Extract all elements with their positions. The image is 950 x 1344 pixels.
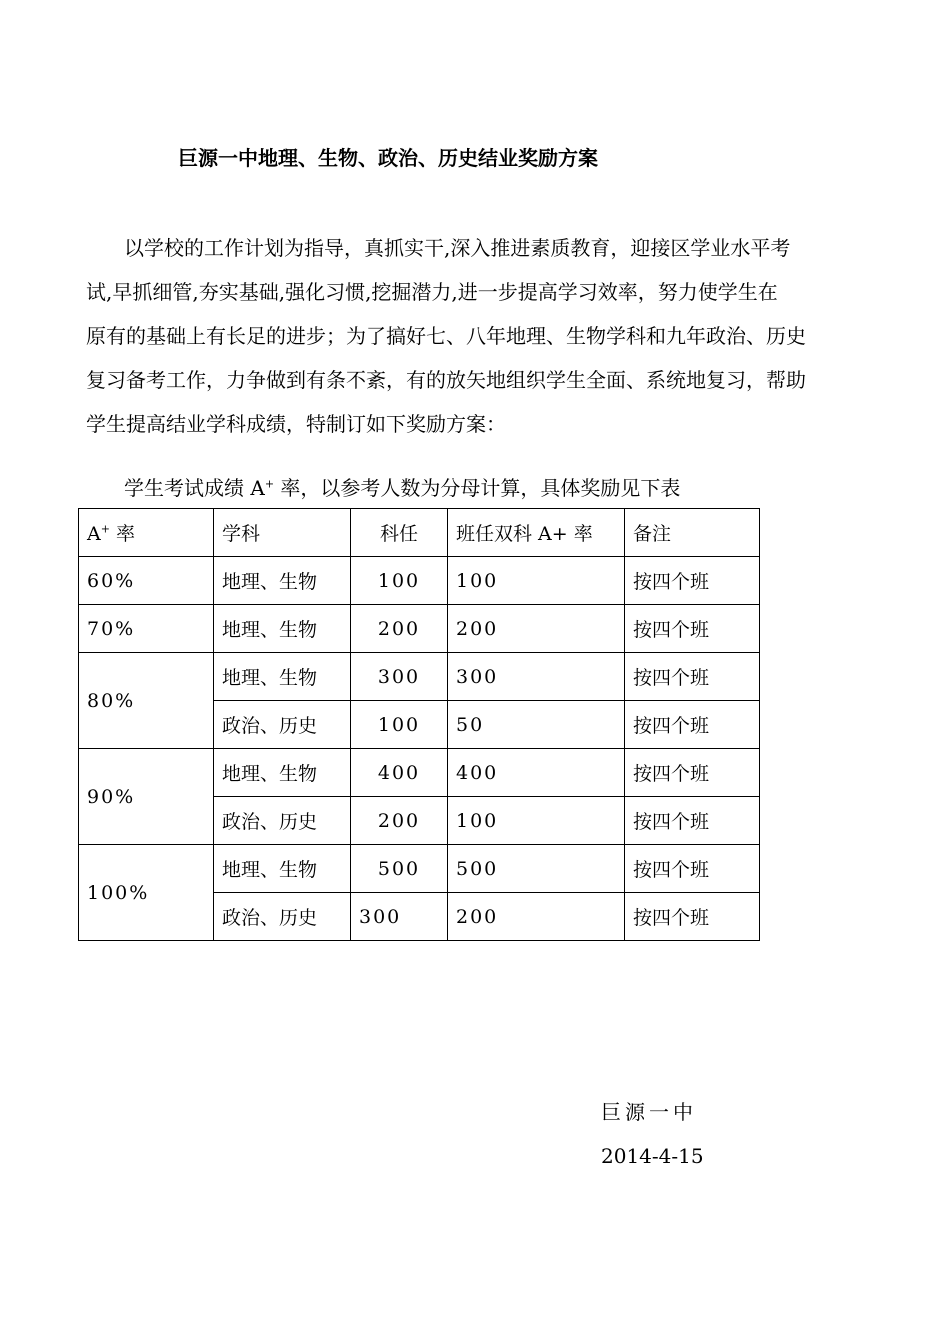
subject-cell: 政治、历史: [214, 797, 351, 845]
header-rate-rest: 率: [109, 523, 135, 545]
paragraph-line: 以学校的工作计划为指导，真抓实干,深入推进素质教育，迎接区学业水平考: [124, 236, 791, 260]
homeroom-cell: 200: [448, 605, 625, 653]
rate-cell: 100%: [79, 845, 214, 941]
paragraph-line: 原有的基础上有长足的进步；为了搞好七、八年地理、生物学科和九年政治、历史: [86, 324, 806, 348]
table-row: [79, 845, 760, 893]
teacher-cell: 200: [351, 797, 448, 845]
reward-table: [78, 508, 760, 941]
paragraph-line: 复习备考工作，力争做到有条不紊，有的放矢地组织学生全面、系统地复习，帮助: [86, 368, 806, 392]
homeroom-cell: 100: [448, 797, 625, 845]
subject-cell: 地理、生物: [214, 605, 351, 653]
note-sup: +: [264, 477, 275, 491]
header-homeroom: 班任双科 A+ 率: [448, 509, 625, 557]
remark-cell: 按四个班: [625, 653, 760, 701]
teacher-cell: 500: [351, 845, 448, 893]
header-rate-sup: +: [100, 522, 110, 536]
remark-cell: 按四个班: [625, 845, 760, 893]
teacher-cell: 300: [351, 653, 448, 701]
signature-organization: 巨源一中: [601, 1100, 697, 1124]
homeroom-cell: 400: [448, 749, 625, 797]
header-subject: 学科: [214, 509, 351, 557]
table-row: [79, 749, 760, 797]
teacher-cell: 400: [351, 749, 448, 797]
rate-cell: 70%: [79, 605, 214, 653]
subject-cell: 地理、生物: [214, 557, 351, 605]
homeroom-cell: 300: [448, 653, 625, 701]
rate-cell: 80%: [79, 653, 214, 749]
subject-cell: 地理、生物: [214, 749, 351, 797]
subject-cell: 地理、生物: [214, 845, 351, 893]
rate-cell: 90%: [79, 749, 214, 845]
subject-cell: 政治、历史: [214, 893, 351, 941]
table-header-row: [79, 509, 760, 557]
remark-cell: 按四个班: [625, 605, 760, 653]
signature-date: 2014-4-15: [601, 1144, 704, 1168]
header-teacher: 科任: [351, 509, 448, 557]
subject-cell: 政治、历史: [214, 701, 351, 749]
header-rate-letter: A: [87, 523, 101, 545]
header-remark: 备注: [625, 509, 760, 557]
note-text-before: 学生考试成绩 A: [124, 476, 265, 500]
teacher-cell: 100: [351, 557, 448, 605]
paragraph-line: 学生提高结业学科成绩，特制订如下奖励方案：: [86, 412, 506, 436]
remark-cell: 按四个班: [625, 893, 760, 941]
teacher-cell: 200: [351, 605, 448, 653]
teacher-cell: 300: [351, 893, 448, 941]
table-row: [79, 557, 760, 605]
remark-cell: 按四个班: [625, 701, 760, 749]
teacher-cell: 100: [351, 701, 448, 749]
paragraph-line: 试,早抓细管,夯实基础,强化习惯,挖掘潜力,进一步提高学习效率，努力使学生在: [86, 280, 778, 304]
homeroom-cell: 50: [448, 701, 625, 749]
remark-cell: 按四个班: [625, 557, 760, 605]
table-row: [79, 653, 760, 701]
intro-paragraph: [86, 233, 870, 481]
remark-cell: 按四个班: [625, 749, 760, 797]
rate-cell: 60%: [79, 557, 214, 605]
header-rate: [79, 509, 214, 557]
subject-cell: 地理、生物: [214, 653, 351, 701]
note-text-after: 率，以参考人数为分母计算，具体奖励见下表: [274, 476, 681, 500]
remark-cell: 按四个班: [625, 797, 760, 845]
homeroom-cell: 200: [448, 893, 625, 941]
document-title: 巨源一中地理、生物、政治、历史结业奖励方案: [178, 146, 598, 170]
homeroom-cell: 500: [448, 845, 625, 893]
homeroom-cell: 100: [448, 557, 625, 605]
table-row: [79, 605, 760, 653]
table-note: [124, 472, 680, 501]
